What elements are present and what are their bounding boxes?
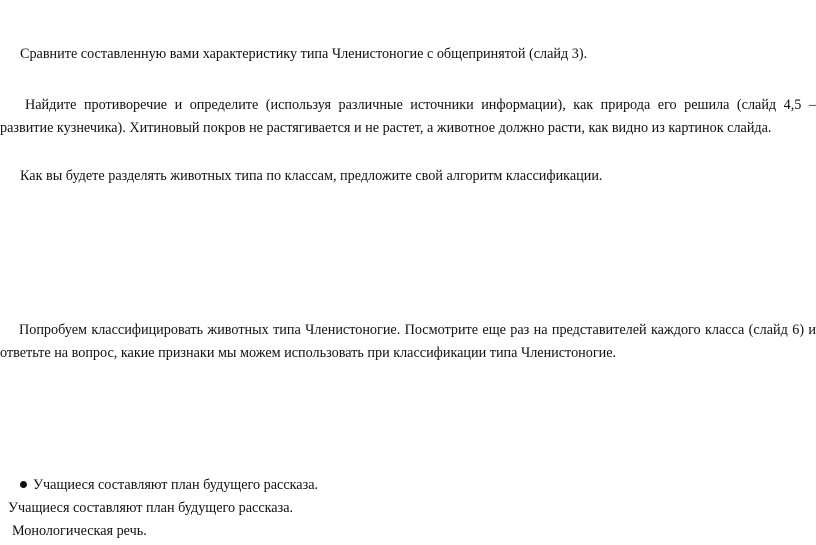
last-line: Монологическая речь.	[12, 523, 147, 539]
paragraph-classes: Как вы будете разделять животных типа по классам, предложите свой алгоритм классификации.	[20, 168, 603, 184]
bullet-dot-icon	[20, 481, 27, 488]
paragraph-compare: Сравните составленную вами характеристику типа Членистоногие с общепринятой (слайд 3).	[20, 46, 588, 62]
bullet-item-text: Учащиеся составляют план будущего рассказа.	[33, 477, 319, 493]
paragraph-contradiction: Найдите противоречие и определите (используя различные источники информации), как природа его решила (слайд 4,5 – развитие кузнечика). Хитиновый покров не растягивается и не растет, а животное должно расти, как видно из картинок слайда.	[0, 97, 816, 136]
plain-line: Учащиеся составляют план будущего рассказа.	[8, 500, 294, 516]
bullet-item	[20, 476, 318, 494]
paragraph-classify: Попробуем классифицировать животных типа Членистоногие. Посмотрите еще раз на представителей каждого класса (слайд 6) и ответьте на вопрос, какие признаки мы можем использовать при классификации типа Членистоногие.	[0, 322, 816, 361]
